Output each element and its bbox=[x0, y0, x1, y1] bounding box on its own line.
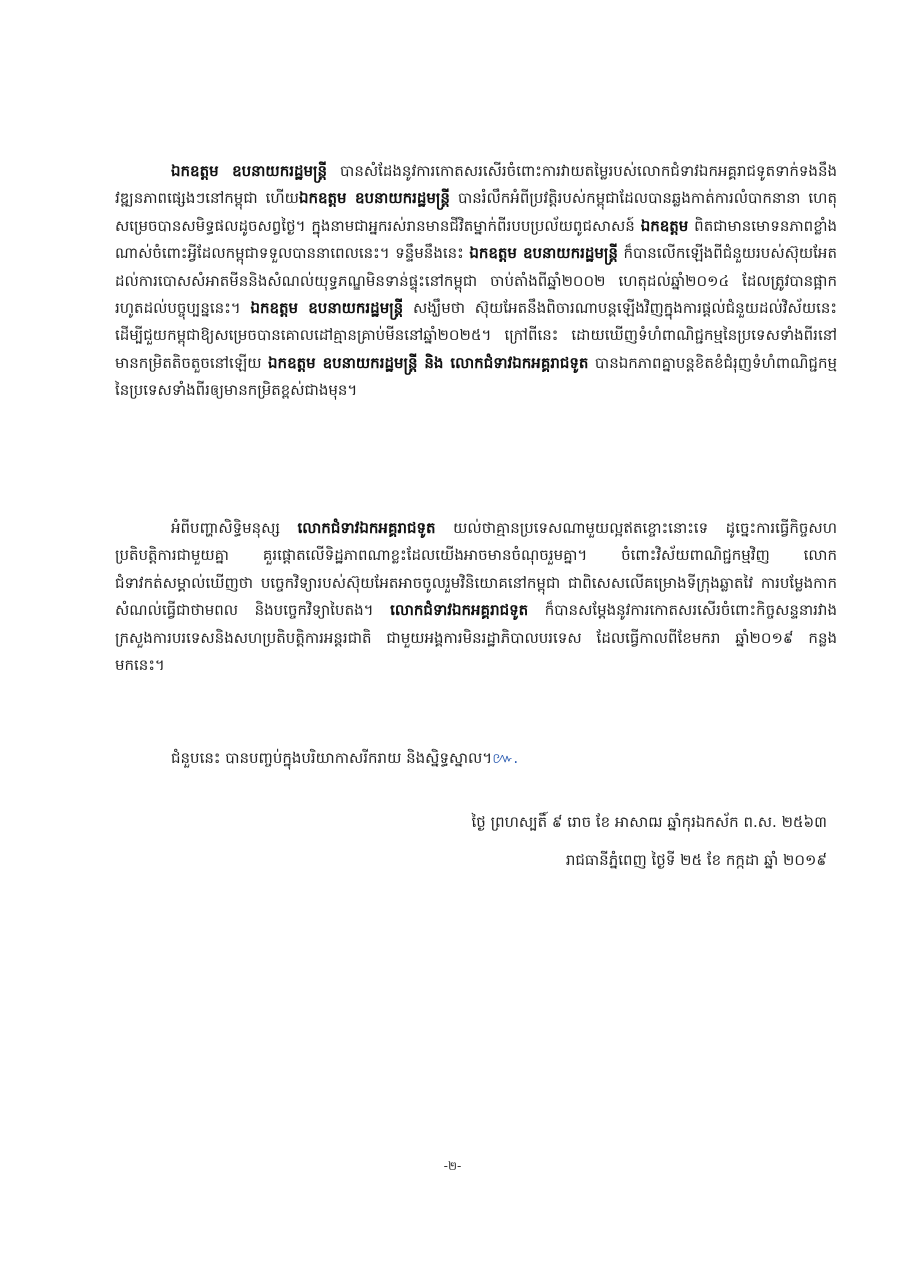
bold-title-run: លោកជំទាវឯកអគ្គរាជទូត bbox=[297, 519, 436, 537]
bold-title-run: ឯកឧត្តម ឧបនាយករដ្ឋមន្ត្រី bbox=[171, 162, 328, 180]
text-run: ក៏បានលើកឡើងពីជំនួយរបស់ស៊ុយអែតដល់ការបោសសំអាតមីននិងសំណល់យុទ្ធភណ្ឌមិនទាន់ផ្ទុះនៅកម្ពុជា ចាប់តាំងពីឆ្នាំ២០០២ ហេតុដល់ឆ្នាំ២០១៤ ដែលត្រូវបានផ្អាករហូតដល់បច្ចុប្បន្ននេះ។ bbox=[115, 244, 837, 318]
paragraph-human-rights bbox=[115, 515, 837, 679]
page-number: -២- bbox=[443, 1159, 462, 1173]
p1-runs bbox=[115, 162, 837, 399]
bold-title-run: ឯកឧត្តម bbox=[640, 216, 689, 235]
text-run: បានឯកភាពគ្នាបន្តខិតខំជំរុញទំហំពាណិជ្ជកម្មនៃប្រទេសទាំងពីរឲ្យមានកម្រិតខ្ពស់ជាងមុន។ bbox=[115, 353, 837, 400]
text-run: បានសំដែងនូវការកោតសរសើរចំពោះការវាយតម្លៃរបស់លោកជំទាវឯកអគ្គរាជទូតទាក់ទងនឹងវឌ្ឍនភាពផ្សេងៗនៅកម្ពុជា ហើយ bbox=[115, 162, 837, 208]
bold-title-run: ឯកឧត្តម ឧបនាយករដ្ឋមន្ត្រី bbox=[298, 189, 450, 208]
bold-title-run: ឯកឧត្តម ឧបនាយករដ្ឋមន្ត្រី និង លោកជំទាវឯកអគ្គរាជទូត bbox=[268, 353, 589, 372]
text-run: ក៏បានសម្តែងនូវការកោតសរសើរចំពោះកិច្ចសន្ទនារវាងក្រសួងការបរទេសនិងសហប្រតិបត្តិការអន្តរជាតិ ជាមួយអង្គការមិនរដ្ឋាភិបាលបរទេស ដែលធ្វើកាលពីខែមករា ឆ្នាំ២០១៩ កន្លងមកនេះ។ bbox=[115, 601, 837, 675]
text-run: យល់ថាគ្មានប្រទេសណាមួយល្អឥតខ្ចោះនោះទេ ដូច្នេះការធ្វើកិច្ចសហប្រតិបត្តិការជាមួយគ្នា គួរផ្តោតលើទិដ្ឋភាពណាខ្លះដែលយើងអាចមានចំណុចរួមគ្នា។ ចំពោះវិស័យពាណិជ្ជកម្មវិញ លោកជំទាវកត់សម្គាល់ឃើញថា បច្ចេកវិទ្យារបស់ស៊ុយអែតអាចចូលរួមវិនិយោគនៅកម្ពុជា ជាពិសេសលើគម្រោងទីក្រុងឆ្លាតវៃ ការបម្លែងកាកសំណល់ធ្វើជាថាមពល និងបច្ចេកវិទ្យាបៃតង។ bbox=[115, 519, 837, 620]
end-mark: ៚. bbox=[492, 749, 519, 767]
text-run: ពិតជាមានមោទនភាពខ្លាំងណាស់ចំពោះអ្វីដែលកម្ពុជាទទួលបាននាពេលនេះ។ ទន្ទឹមនឹងនេះ bbox=[115, 216, 837, 263]
paragraph-closing bbox=[115, 745, 837, 772]
text-run: បានរំលឹកអំពីប្រវត្តិរបស់កម្ពុជាដែលបានឆ្លងកាត់ការលំបាកនានា ហេតុសម្រេចបានសមិទ្ធផលដូចសព្វថ្ងៃ។ ក្នុងនាមជាអ្នករស់រានមានជីវិតម្នាក់ពីរបបប្រល័យពូជសាសន៍ bbox=[115, 189, 837, 235]
text-run: អំពីបញ្ហាសិទ្ធិមនុស្ស bbox=[171, 519, 298, 537]
closing-text: ជំនួបនេះ បានបញ្ចប់ក្នុងបរិយាកាសរីករាយ និងស្និទ្ធស្នាល។ bbox=[171, 749, 493, 767]
text-run: សង្ឃឹមថា ស៊ុយអែតនឹងពិចារណាបន្តឡើងវិញក្នុងការផ្តល់ជំនួយដល់វិស័យនេះ ដើម្បីជួយកម្ពុជាឱ្យសម្រេចបានគោលដៅគ្មានគ្រាប់មីននៅឆ្នាំ២០២៥។ ក្រៅពីនេះ ដោយឃើញទំហំពាណិជ្ជកម្មនៃប្រទេសទាំងពីរនៅមានកម្រិតតិចតួចនៅឡើយ bbox=[115, 299, 837, 372]
bold-title-run: ឯកឧត្តម ឧបនាយករដ្ឋមន្ត្រី bbox=[250, 299, 404, 318]
solar-date-location: រាជធានីភ្នំពេញ ថ្ងៃទី ២៥ ខែ កក្កដា ឆ្នាំ ២០១៩ bbox=[565, 851, 827, 869]
p2-runs bbox=[115, 519, 837, 674]
lunar-date: ថ្ងៃ ព្រហស្បតិ៍ ៩ រោច ខែ អាសាឍ ឆ្នាំកុរឯកស័ក ព.ស. ២៥៦៣ bbox=[471, 813, 827, 831]
paragraph-meeting-discussion bbox=[115, 158, 837, 405]
bold-title-run: លោកជំទាវឯកអគ្គរាជទូត bbox=[390, 601, 529, 620]
bold-title-run: ឯកឧត្តម ឧបនាយករដ្ឋមន្ត្រី bbox=[469, 244, 618, 263]
